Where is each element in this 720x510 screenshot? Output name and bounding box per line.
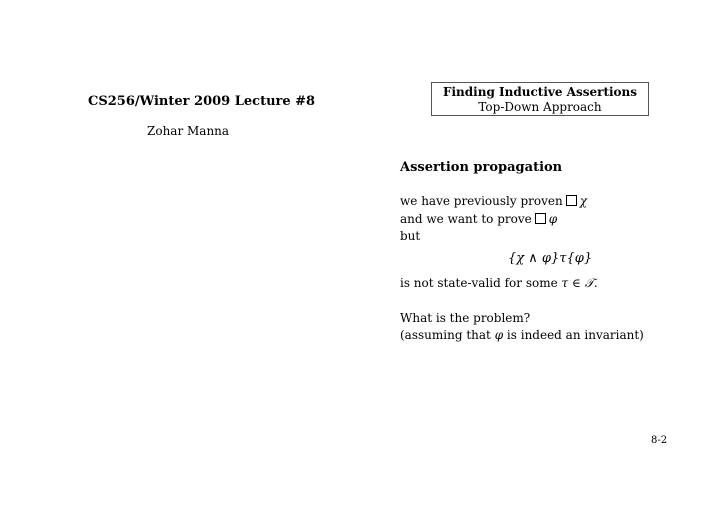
phi-symbol: φ	[494, 328, 504, 342]
section-heading: Assertion propagation	[400, 160, 563, 175]
period: .	[593, 276, 598, 290]
line-text: is not state-valid for some	[400, 276, 558, 290]
line-text: we have previously proven	[400, 194, 563, 208]
slide-header-box	[431, 82, 649, 116]
body-line-not-valid	[400, 276, 598, 291]
body-line-but: but	[400, 229, 421, 243]
author-name: Zohar Manna	[147, 124, 230, 138]
phi-symbol: φ	[548, 212, 558, 226]
slide-subtitle: Top-Down Approach	[478, 100, 602, 114]
always-box-icon	[566, 195, 577, 206]
body-line-proven	[400, 194, 587, 208]
slide-title: Finding Inductive Assertions	[442, 85, 638, 99]
tau-symbol: τ	[561, 276, 569, 290]
line-text: (assuming that	[400, 328, 491, 342]
page-number: 8-2	[651, 435, 668, 446]
hoare-triple-formula: {χ ∧ φ}τ{φ}	[508, 251, 593, 266]
element-of-symbol: ∈	[568, 276, 585, 290]
body-line-assuming	[400, 328, 644, 342]
body-line-question: What is the problem?	[400, 311, 531, 325]
chi-symbol: χ	[579, 194, 587, 208]
body-line-want-prove	[400, 212, 557, 226]
line-text: and we want to prove	[400, 212, 532, 226]
always-box-icon	[535, 213, 546, 224]
course-title: CS256/Winter 2009 Lecture #8	[88, 94, 316, 109]
transition-set-symbol: 𝒯	[584, 276, 594, 290]
line-text: is indeed an invariant)	[506, 328, 644, 342]
